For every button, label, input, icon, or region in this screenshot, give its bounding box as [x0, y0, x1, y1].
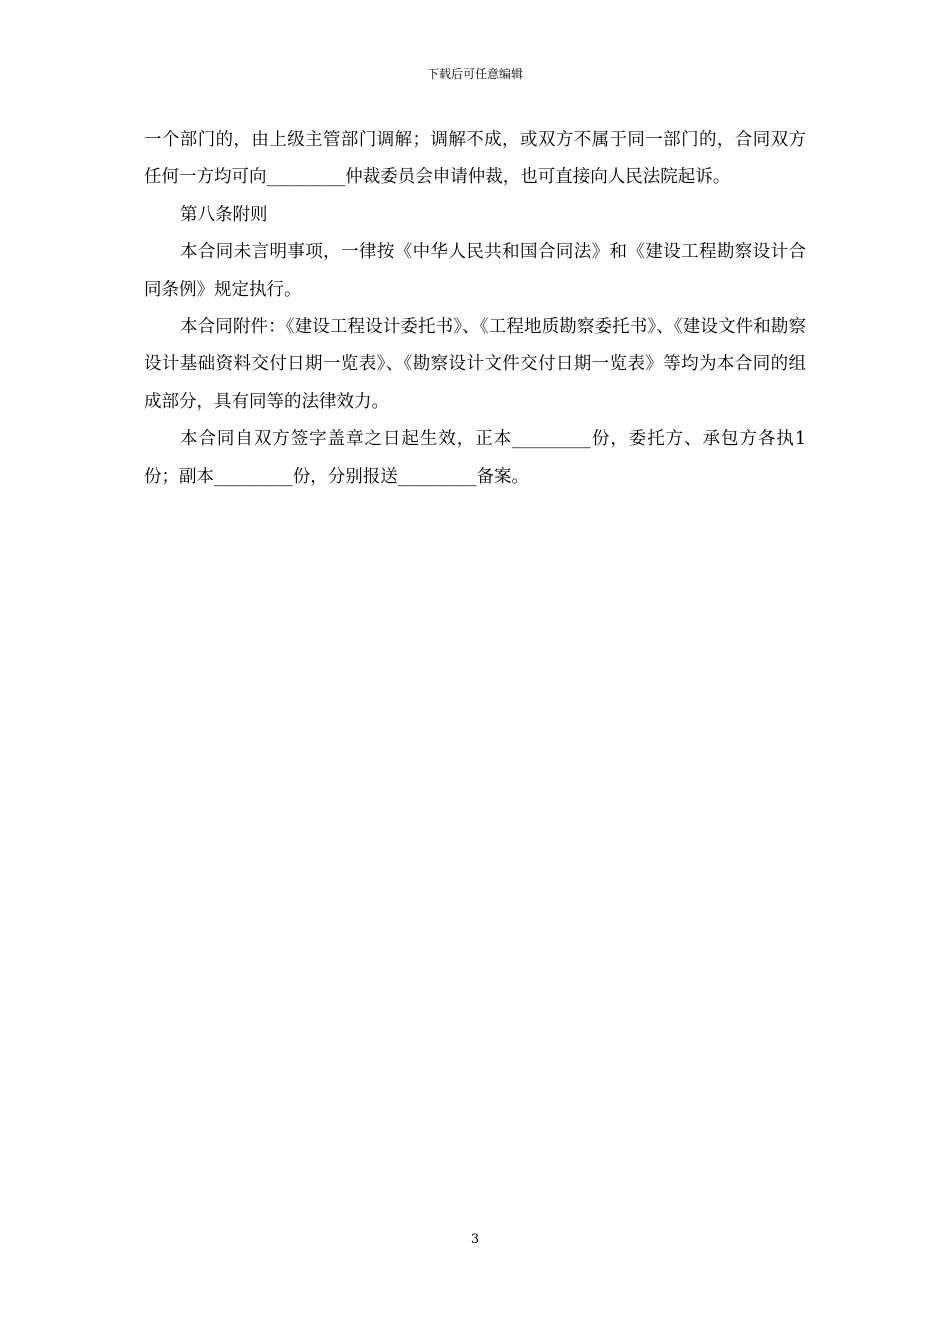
- paragraph-attachments: 本合同附件：《建设工程设计委托书》、《工程地质勘察委托书》、《建设文件和勘察设计基础资料交付日期一览表》、《勘察设计文件交付日期一览表》等均为本合同的组成部分，具有同等的法律效力。: [144, 317, 806, 412]
- section-heading-article-8: 第八条附则: [180, 204, 268, 225]
- document-body: [144, 122, 806, 496]
- paragraph-unspecified-matters: 本合同未言明事项，一律按《中华人民共和国合同法》和《建设工程勘察设计合同条例》规定执行。: [144, 242, 806, 300]
- page-header: 下载后可任意编辑: [426, 67, 523, 81]
- paragraph-continuation: 一个部门的，由上级主管部门调解；调解不成，或双方不属于同一部门的，合同双方任何一方均可向_________仲裁委员会申请仲裁，也可直接向人民法院起诉。: [144, 130, 806, 188]
- paragraph-effectiveness: 本合同自双方签字盖章之日起生效，正本_________份，委托方、承包方各执1份；副本_________份，分别报送_________备案。: [144, 429, 806, 487]
- page-number: 3: [470, 1232, 480, 1247]
